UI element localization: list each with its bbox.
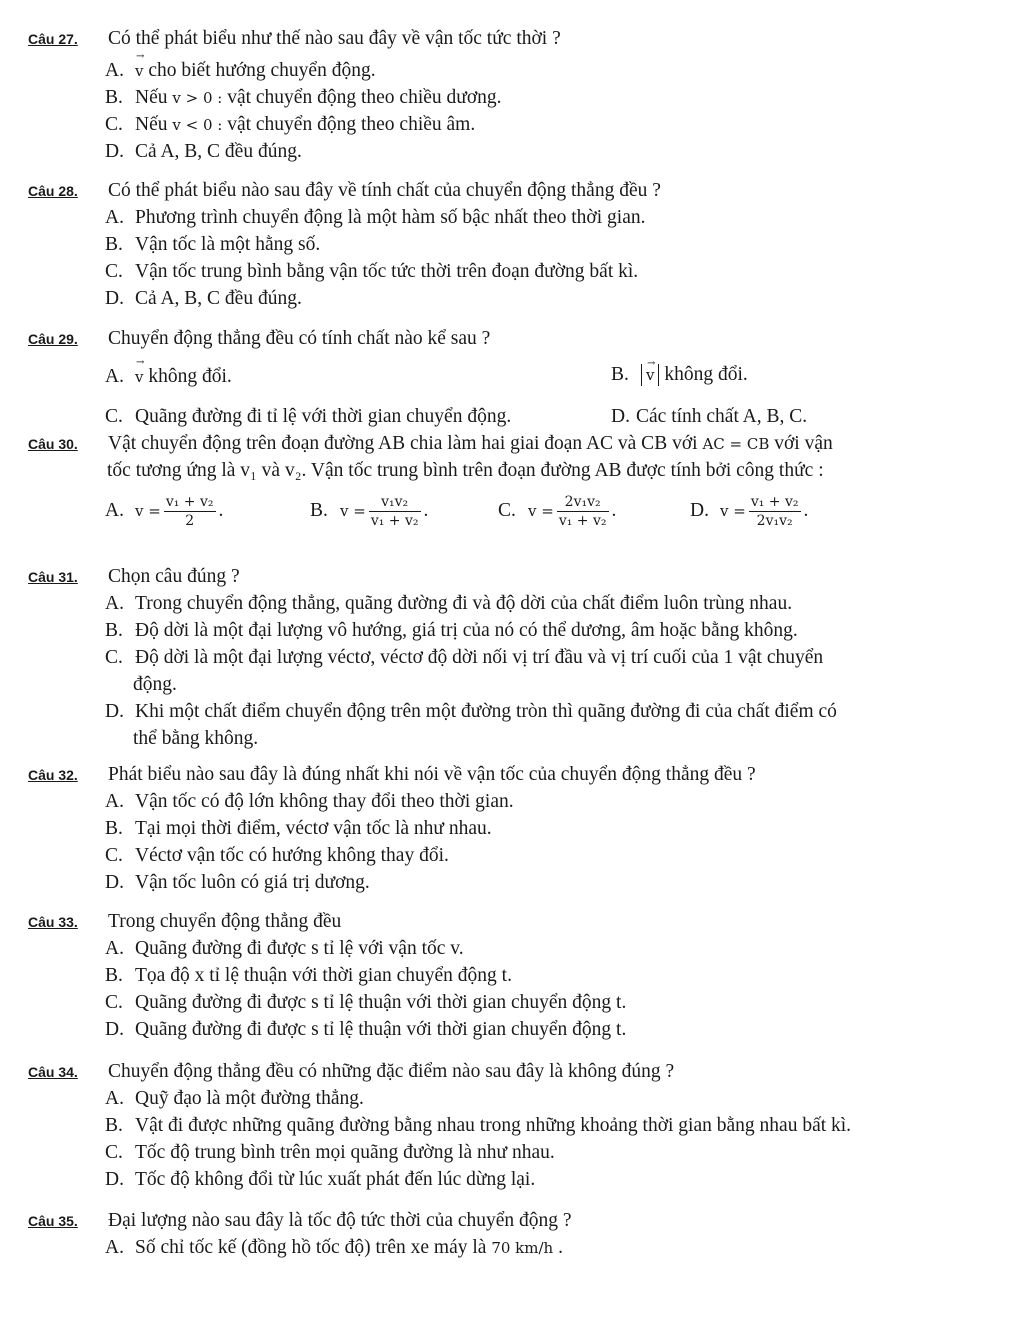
question-32	[28, 764, 1014, 786]
question-text: Chọn câu đúng ?	[108, 566, 240, 587]
fraction: $\frac{\text{v₁ + v₂}}{2}$	[165, 494, 214, 529]
option-b: B. Vận tốc là một hằng số.	[105, 234, 321, 255]
question-number: Câu 28.	[28, 183, 78, 199]
option-a: A. Phương trình chuyển động là một hàm số bậc nhất theo thời gian.	[105, 207, 646, 228]
question-number: Câu 31.	[28, 569, 78, 585]
option-d: D. Tốc độ không đổi từ lúc xuất phát đến lúc dừng lại.	[105, 1169, 536, 1190]
question-number: Câu 30.	[28, 436, 78, 452]
question-28	[28, 180, 1014, 202]
option-c: C. Vận tốc trung bình bằng vận tốc tức thời trên đoạn đường bất kì.	[105, 261, 639, 282]
question-text: Phát biểu nào sau đây là đúng nhất khi nói về vận tốc của chuyển động thẳng đều ?	[108, 764, 756, 785]
question-29	[28, 328, 1014, 350]
option-b: B. Tọa độ x tỉ lệ thuận với thời gian chuyển động t.	[105, 965, 512, 986]
option-c-continued: động.	[133, 674, 177, 695]
question-number: Câu 29.	[28, 331, 78, 347]
option-b: B. Nếu v > 0 : vật chuyển động theo chiều dương.	[105, 87, 502, 108]
question-27	[28, 28, 1014, 50]
question-text: Đại lượng nào sau đây là tốc độ tức thời của chuyển động ?	[108, 1210, 572, 1231]
option-d-continued: thể bằng không.	[133, 728, 259, 749]
option-d: D. Quãng đường đi được s tỉ lệ thuận với thời gian chuyển động t.	[105, 1019, 627, 1040]
math-expression: AC = CB	[702, 435, 770, 453]
question-number: Câu 32.	[28, 767, 78, 783]
option-a: A. v = $\frac{\text{v₁ + v₂}}{2}$ .	[105, 494, 224, 529]
option-d: D. Vận tốc luôn có giá trị dương.	[105, 872, 370, 893]
option-c: C. Độ dời là một đại lượng véctơ, véctơ độ dời nối vị trí đầu và vị trí cuối của 1 vật chuyển	[105, 647, 824, 668]
option-d: D. Khi một chất điểm chuyển động trên một đường tròn thì quãng đường đi của chất điểm có	[105, 701, 837, 722]
vector-magnitude: v →	[641, 364, 659, 386]
option-c: C. Nếu v < 0 : vật chuyển động theo chiều âm.	[105, 114, 476, 135]
question-text-continued: tốc tương ứng là v₁ và v₂. Vận tốc trung bình trên đoạn đường AB được tính bởi công thức :	[107, 460, 824, 481]
option-a: A. Số chỉ tốc kế (đồng hồ tốc độ) trên xe máy là 70 km/h .	[105, 1237, 563, 1258]
question-30: Câu 30. Vật chuyển động trên đoạn đường AB chia làm hai giai đoạn AC và CB với AC = CB với vận	[28, 433, 833, 454]
question-34	[28, 1061, 1014, 1083]
question-text: Chuyển động thẳng đều có tính chất nào kể sau ?	[108, 328, 491, 349]
option-d: D. Các tính chất A, B, C.	[611, 406, 808, 427]
option-c: C. v = $\frac{\text{2v₁v₂}}{\text{v₁ + v₂}}$ .	[498, 494, 617, 529]
option-a: A. v → không đổi.	[105, 357, 232, 387]
question-text: Vật chuyển động trên đoạn đường AB chia làm hai giai đoạn AC và CB với	[108, 433, 698, 454]
fraction: $\frac{\text{v₁v₂}}{\text{v₁ + v₂}}$	[370, 494, 419, 529]
question-31	[28, 566, 1014, 588]
option-b: B. v → không đổi.	[611, 358, 748, 385]
option-a: A. Vận tốc có độ lớn không thay đổi theo thời gian.	[105, 791, 514, 812]
question-text: Có thể phát biểu như thế nào sau đây về vận tốc tức thời ?	[108, 28, 561, 49]
option-a: A. v → cho biết hướng chuyển động.	[105, 51, 376, 81]
option-b: B. Độ dời là một đại lượng vô hướng, giá trị của nó có thể dương, âm hoặc bằng không.	[105, 620, 798, 641]
option-a: A. Trong chuyển động thẳng, quãng đường đi và độ dời của chất điểm luôn trùng nhau.	[105, 593, 793, 614]
option-d: D. Cả A, B, C đều đúng.	[105, 141, 302, 162]
question-number: Câu 27.	[28, 31, 78, 47]
option-c: C. Quãng đường đi được s tỉ lệ thuận với thời gian chuyển động t.	[105, 992, 627, 1013]
option-b: B. Vật đi được những quãng đường bằng nhau trong những khoảng thời gian bằng nhau bất kì.	[105, 1115, 852, 1136]
option-b: B. Tại mọi thời điểm, véctơ vận tốc là như nhau.	[105, 818, 492, 839]
question-33	[28, 911, 1014, 933]
question-number: Câu 34.	[28, 1064, 78, 1080]
option-c: C. Tốc độ trung bình trên mọi quãng đường là như nhau.	[105, 1142, 555, 1163]
question-number: Câu 35.	[28, 1213, 78, 1229]
vector-v: v →	[135, 51, 145, 80]
vector-v: v →	[135, 357, 145, 386]
question-text: Chuyển động thẳng đều có những đặc điểm nào sau đây là không đúng ?	[108, 1061, 675, 1082]
option-a: A. Quỹ đạo là một đường thẳng.	[105, 1088, 364, 1109]
fraction: $\frac{\text{v₁ + v₂}}{\text{2v₁v₂}}$	[750, 494, 799, 529]
option-d: D. Cả A, B, C đều đúng.	[105, 288, 302, 309]
question-35	[28, 1210, 1014, 1232]
question-number: Câu 33.	[28, 914, 78, 930]
option-a: A. Quãng đường đi được s tỉ lệ với vận tốc v.	[105, 938, 464, 959]
option-c: C. Véctơ vận tốc có hướng không thay đổi.	[105, 845, 449, 866]
option-d: D. v = $\frac{\text{v₁ + v₂}}{\text{2v₁v₂}}$ .	[690, 494, 809, 529]
option-c: C. Quãng đường đi tỉ lệ với thời gian chuyển động.	[105, 406, 512, 427]
option-b: B. v = $\frac{\text{v₁v₂}}{\text{v₁ + v₂}}$ .	[310, 494, 429, 529]
fraction: $\frac{\text{2v₁v₂}}{\text{v₁ + v₂}}$	[558, 494, 607, 529]
question-text: Có thể phát biểu nào sau đây về tính chất của chuyển động thẳng đều ?	[108, 180, 661, 201]
question-text: Trong chuyển động thẳng đều	[108, 911, 342, 932]
